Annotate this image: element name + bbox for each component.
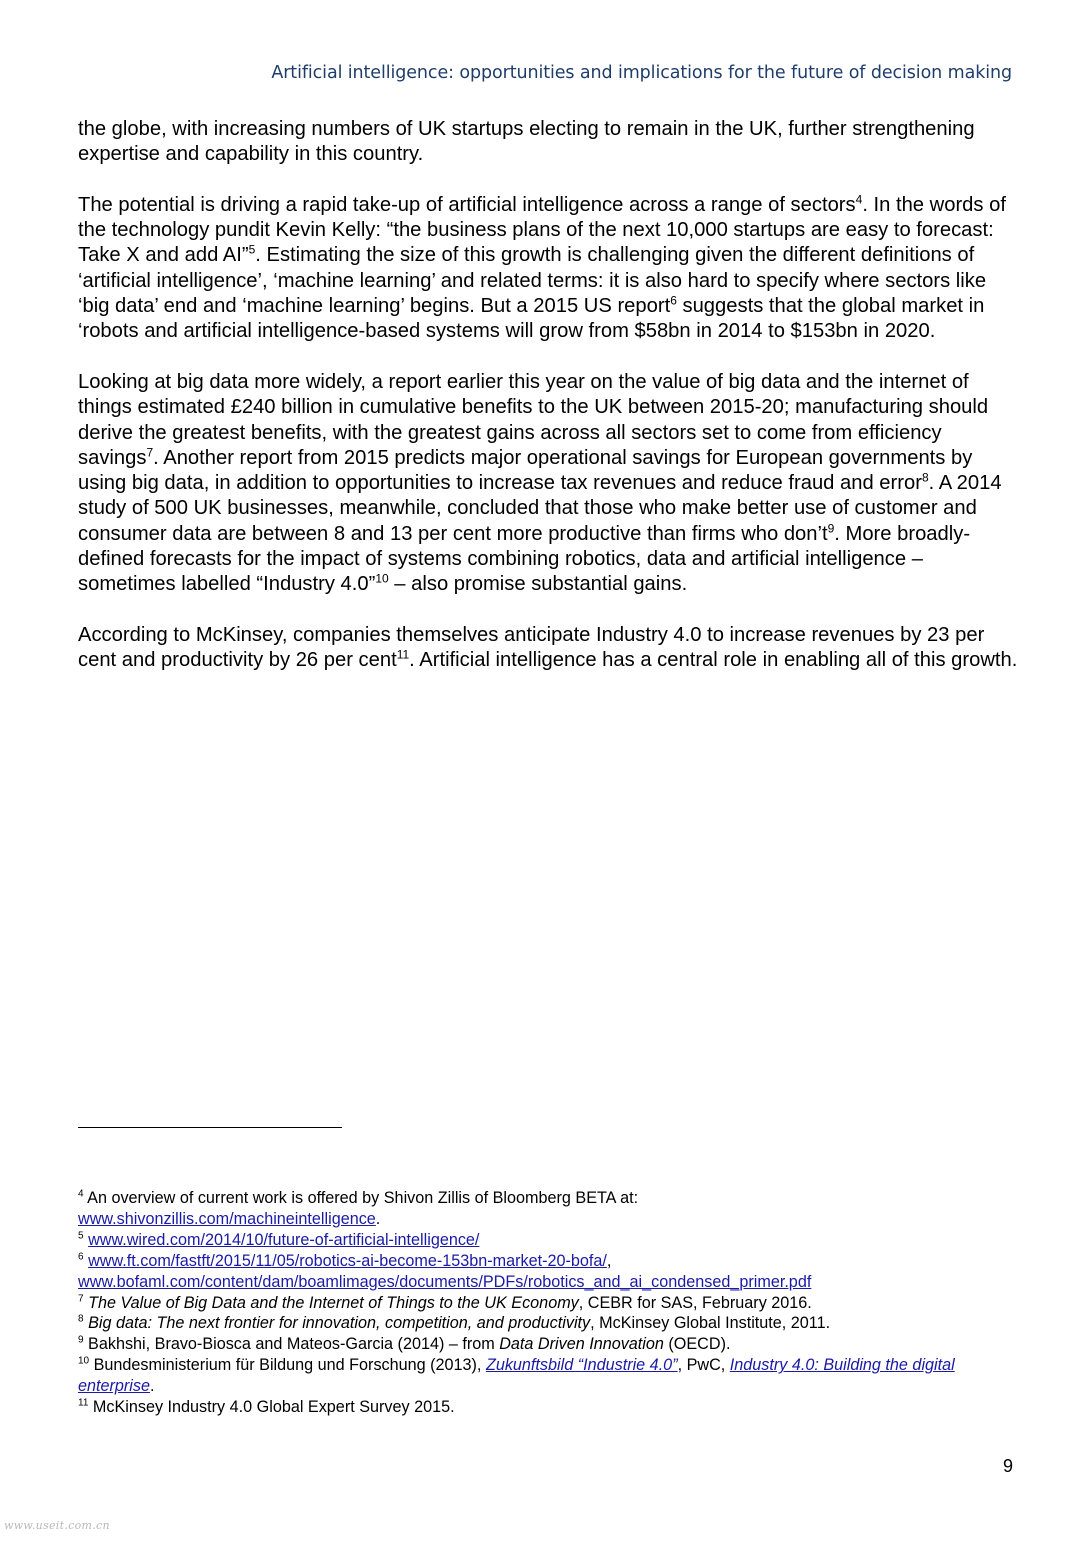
paragraph-4: According to McKinsey, companies themselves anticipate Industry 4.0 to increase revenues by 23 per cent and productivity by 26 per cent$^{11}$. Artificial intelligence has a central role in enabling all of this growth. [78,623,1018,672]
footnote-4-link[interactable]: www.shivonzillis.com/machineintelligence [78,1209,376,1228]
footnote-6-link-ft[interactable]: www.ft.com/fastft/2015/11/05/robotics-ai-become-153bn-market-20-bofa/ [88,1251,607,1270]
footnote-7: $^7$ The Value of Big Data and the Internet of Things to the UK Economy, CEBR for SAS, February 2016. [78,1293,812,1312]
footnote-ref-4[interactable]: 4 [855,192,863,207]
footnote-ref-10[interactable]: 10 [375,571,389,586]
footnote-separator [78,1127,342,1128]
footnote-ref-6[interactable]: 6 [670,293,677,308]
footnote-9: $^9$ Bakhshi, Bravo-Biosca and Mateos-Garcia (2014) – from Data Driven Innovation (OECD). [78,1334,731,1354]
footnote-8: $^8$ Big data: The next frontier for innovation, competition, and productivity, McKinsey Global Institute, 2011. [78,1314,831,1333]
running-header: Artificial intelligence: opportunities and implications for the future of decision making [271,63,1012,83]
footnote-4: $^4$ An overview of current work is offered by Shivon Zillis of Bloomberg BETA at: www.shivonzillis.com/machineintelligence. [78,1188,639,1228]
footnote-ref-9[interactable]: 9 [827,521,835,536]
watermark: www.useit.com.cn [4,1519,110,1532]
body-text [78,117,1023,699]
footnote-10-link-bmbf[interactable]: Zukunftsbild “Industrie 4.0” [485,1356,678,1375]
footnote-ref-8[interactable]: 8 [921,470,929,485]
footnote-6: $^6$ www.ft.com/fastft/2015/11/05/robotics-ai-become-153bn-market-20-bofa/, www.bofaml.com/content/dam/boamlimages/documents/PDFs/robotics_and_ai_condensed_primer.pdf [78,1251,812,1291]
footnote-5: $^5$ www.wired.com/2014/10/future-of-artificial-intelligence/ [78,1230,480,1249]
paragraph-3: Looking at big data more widely, a report earlier this year on the value of big data and the internet of things estimated £240 billion in cumulative benefits to the UK between 2015-20; manufacturing should derive the greatest benefits, with the greatest gains across all sectors set to come from efficiency savings$^7$. Another report from 2015 predicts major operational savings for European governments by using big data, in addition to opportunities to increase tax revenues and reduce fraud and error$^8$. A 2014 study of 500 UK businesses, meanwhile, concluded that those who make better use of customer and consumer data are between 8 and 13 per cent more productive than firms who $don’t^9$. More broadly-defined forecasts for the impact of systems combining robotics, data and artificial intelligence – sometimes labelled “Industry 4.0”$^{10}$ – also promise substantial gains. [78,370,1002,596]
footnote-10: $^{10}$ Bundesministerium für Bildung und Forschung (2013), Zukunftsbild “Industrie 4.0”, PwC, Industry 4.0: Building the digital enterprise. [78,1355,955,1396]
footnote-6-link-bofaml[interactable]: www.bofaml.com/content/dam/boamlimages/documents/PDFs/robotics_and_ai_condensed_primer.pdf [78,1272,812,1291]
paragraph-2: The potential is driving a rapid take-up of artificial intelligence across a range of sectors$^4$. In the words of the technology pundit Kevin Kelly: “the business plans of the next 10,000 startups are easy to forecast: Take X and add AI”$^5$. Estimating the size of this growth is challenging given the different definitions of ‘artificial intelligence’, ‘machine learning’ and related terms: it is also hard to specify where sectors like ‘big data’ end and ‘machine learning’ begins. But a 2015 US report$^6$ suggests that the global market in ‘robots and artificial intelligence-based systems will grow from $58bn in 2014 to $153bn in 2020. [78,192,1006,343]
footnote-ref-11[interactable]: 11 [396,647,410,662]
footnote-ref-7[interactable]: 7 [146,445,154,460]
paragraph-1: the globe, with increasing numbers of UK startups electing to remain in the UK, further strengthening expertise and capability in this country. [78,118,975,166]
footnote-11: $^{11}$ McKinsey Industry 4.0 Global Expert Survey 2015. [78,1397,455,1417]
page-number: 9 [1002,1456,1013,1476]
footnote-10-link-pwc[interactable]: Industry 4.0: Building the digital enterprise [78,1356,955,1396]
footnote-ref-5[interactable]: 5 [248,242,256,257]
footnote-5-link[interactable]: www.wired.com/2014/10/future-of-artificial-intelligence/ [88,1230,480,1249]
footnotes [78,1188,1018,1418]
